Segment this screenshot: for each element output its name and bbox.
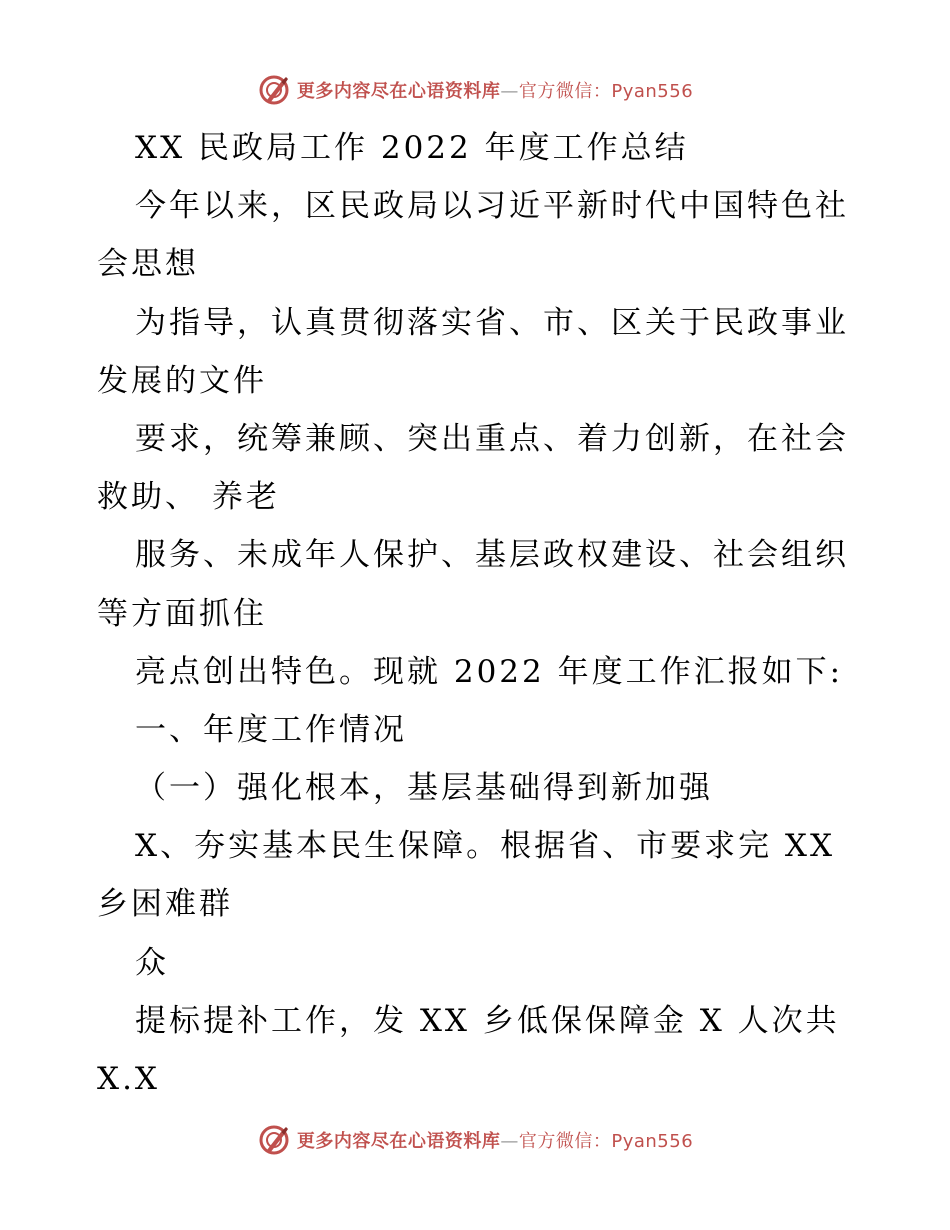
paragraph-line: 要求，统筹兼顾、突出重点、着力创新，在社会 [135, 420, 849, 457]
header-banner-separator: — [500, 81, 519, 102]
paragraph-line: 会思想 [97, 246, 199, 283]
paragraph-line: X.X [97, 1061, 160, 1097]
pen-logo-icon [257, 73, 291, 107]
paragraph-line: X、夯实基本民生保障。根据省、市要求完 XX [135, 828, 836, 865]
header-banner-text [297, 77, 693, 103]
paragraph-line: 为指导，认真贯彻落实省、市、区关于民政事业 [135, 304, 849, 341]
paragraph-line: 救助、 养老 [97, 479, 280, 516]
paragraph-line: 众 [135, 944, 169, 981]
paragraph-line: 服务、未成年人保护、基层政权建设、社会组织 [135, 537, 849, 574]
paragraph-line: 乡困难群 [97, 886, 233, 923]
footer-banner-separator: — [500, 1131, 519, 1152]
header-banner [0, 70, 950, 110]
header-banner-main: 更多内容尽在心语资料库 [296, 81, 501, 102]
section-heading: 一、年度工作情况 [135, 711, 407, 748]
header-banner-wechat-id: Pyan556 [611, 81, 694, 102]
paragraph-line: 发展的文件 [97, 362, 267, 399]
subsection-heading: （一）强化根本，基层基础得到新加强 [135, 770, 713, 807]
document-body [97, 119, 857, 1108]
paragraph-line: 今年以来，区民政局以习近平新时代中国特色社 [135, 188, 849, 225]
document-title: XX 民政局工作 2022 年度工作总结 [135, 130, 689, 166]
footer-banner-text [297, 1127, 693, 1153]
footer-banner-main: 更多内容尽在心语资料库 [296, 1131, 501, 1152]
footer-banner-wechat-id: Pyan556 [611, 1131, 694, 1152]
footer-banner-official: 官方微信： [518, 1131, 612, 1152]
paragraph-line: 亮点创出特色。现就 2022 年度工作汇报如下: [135, 653, 844, 690]
header-banner-official: 官方微信： [518, 81, 612, 102]
paragraph-line: 等方面抓住 [97, 595, 267, 632]
footer-banner [0, 1120, 950, 1160]
pen-logo-icon [257, 1123, 291, 1157]
paragraph-line: 提标提补工作，发 XX 乡低保保障金 X 人次共 [135, 1002, 840, 1039]
